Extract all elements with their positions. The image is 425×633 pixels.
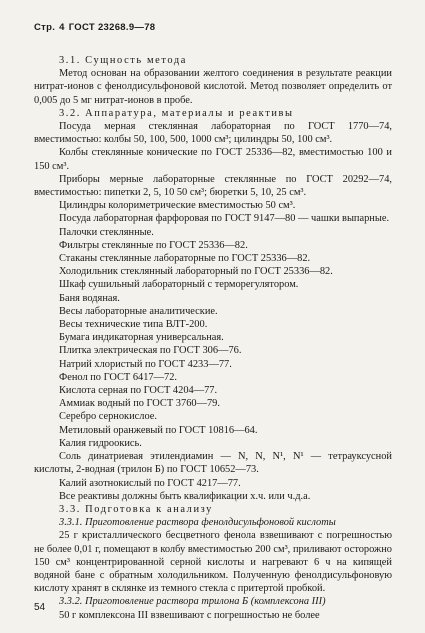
text-paragraph: Аммиак водный по ГОСТ 3760—79. bbox=[59, 398, 220, 410]
text-paragraph: Посуда лабораторная фарфоровая по ГОСТ 9147—80 — чашки выпарные. bbox=[59, 213, 390, 225]
text-paragraph: Метиловый оранжевый по ГОСТ 10816—64. bbox=[59, 424, 258, 436]
text-paragraph: 3.3.1. Приготовление раствора фенолдисульфоновой кислоты bbox=[59, 517, 336, 529]
header-standard: ГОСТ 23268.9—78 bbox=[68, 22, 156, 33]
text-paragraph: Фенол по ГОСТ 6417—72. bbox=[59, 371, 177, 383]
header-page-number: 4 bbox=[59, 22, 65, 33]
text-paragraph: Плитка электрическая по ГОСТ 306—76. bbox=[59, 345, 242, 357]
running-header bbox=[34, 22, 159, 33]
text-paragraph: Кислота серная по ГОСТ 4204—77. bbox=[59, 385, 218, 397]
section-heading: 3.2. Аппаратура, материалы и реактивы bbox=[59, 107, 294, 119]
text-paragraph: 25 г кристаллического бесцветного фенола взвешивают с погрешностью не более 0,01 г, помещают в колбу вместимостью 200 см³, приливают осторожно 150 см³ концентрированной серной кислоты и нагревают 6 ч на кипящей водяной бане с обратным холодильником. Полученную фенолдисульфоновую кислоту хранят в склянке из темного стекла с притертой пробкой. bbox=[34, 530, 392, 595]
text-paragraph: Бумага индикаторная универсальная. bbox=[59, 332, 224, 344]
section-heading: 3.1. Сущность метода bbox=[59, 55, 187, 66]
text-paragraph: Цилиндры колориметрические вместимостью 50 см³. bbox=[59, 200, 296, 212]
text-paragraph: Колбы стеклянные конические по ГОСТ 25336—82, вместимостью 100 и 150 см³. bbox=[34, 147, 392, 172]
section-heading: 3.3. Подготовка к анализу bbox=[59, 503, 213, 515]
page-number: 54 bbox=[34, 602, 46, 613]
text-paragraph: Метод основан на образовании желтого соединения в результате реакции нитрат-ионов с фенолдисульфоновой кислотой. Метод позволяет определить от 0,005 до 5 мг нитрат-ионов в пробе. bbox=[34, 68, 392, 106]
text-paragraph: Натрий хлористый по ГОСТ 4233—77. bbox=[59, 358, 232, 370]
text-paragraph: 3.3.2. Приготовление раствора трилона Б (комплексона III) bbox=[59, 596, 326, 608]
text-paragraph: Серебро сернокислое. bbox=[59, 411, 157, 423]
text-paragraph: Палочки стеклянные. bbox=[59, 226, 154, 238]
text-paragraph: Баня водяная. bbox=[59, 292, 120, 304]
header-page-prefix: Стр. bbox=[34, 22, 56, 33]
text-paragraph: Фильтры стеклянные по ГОСТ 25336—82. bbox=[59, 239, 248, 251]
text-paragraph: Стаканы стеклянные лабораторные по ГОСТ 25336—82. bbox=[59, 253, 311, 265]
text-paragraph: Калия гидроокись. bbox=[59, 437, 142, 449]
text-paragraph: Весы лабораторные аналитические. bbox=[59, 305, 218, 317]
text-paragraph: Калий азотнокислый по ГОСТ 4217—77. bbox=[59, 477, 241, 489]
text-paragraph: Весы технические типа ВЛТ-200. bbox=[59, 319, 208, 331]
text-paragraph: Шкаф сушильный лабораторный с терморегулятором. bbox=[59, 279, 299, 291]
text-paragraph: 50 г комплексона III взвешивают с погрешностью не более bbox=[59, 609, 320, 621]
text-paragraph: Все реактивы должны быть квалификации х.ч. или ч.д.а. bbox=[59, 490, 311, 502]
text-paragraph: Соль динатриевая этилендиамин — N, N, N¹, N¹ — тетрауксусной кислоты, 2-водная (трилон Б) по ГОСТ 10652—73. bbox=[34, 451, 392, 476]
text-paragraph: Холодильник стеклянный лабораторный по ГОСТ 25336—82. bbox=[59, 266, 333, 278]
text-paragraph: Приборы мерные лабораторные стеклянные по ГОСТ 20292—74, вместимостью: пипетки 2, 5, 10 50 см³; бюретки 5, 10, 25 см³. bbox=[34, 173, 392, 199]
document-body bbox=[34, 51, 392, 622]
text-paragraph: Посуда мерная стеклянная лабораторная по ГОСТ 1770—74, вместимостью: колбы 50, 100, 500, 1000 см³; цилиндры 50, 100 см³. bbox=[34, 121, 392, 146]
